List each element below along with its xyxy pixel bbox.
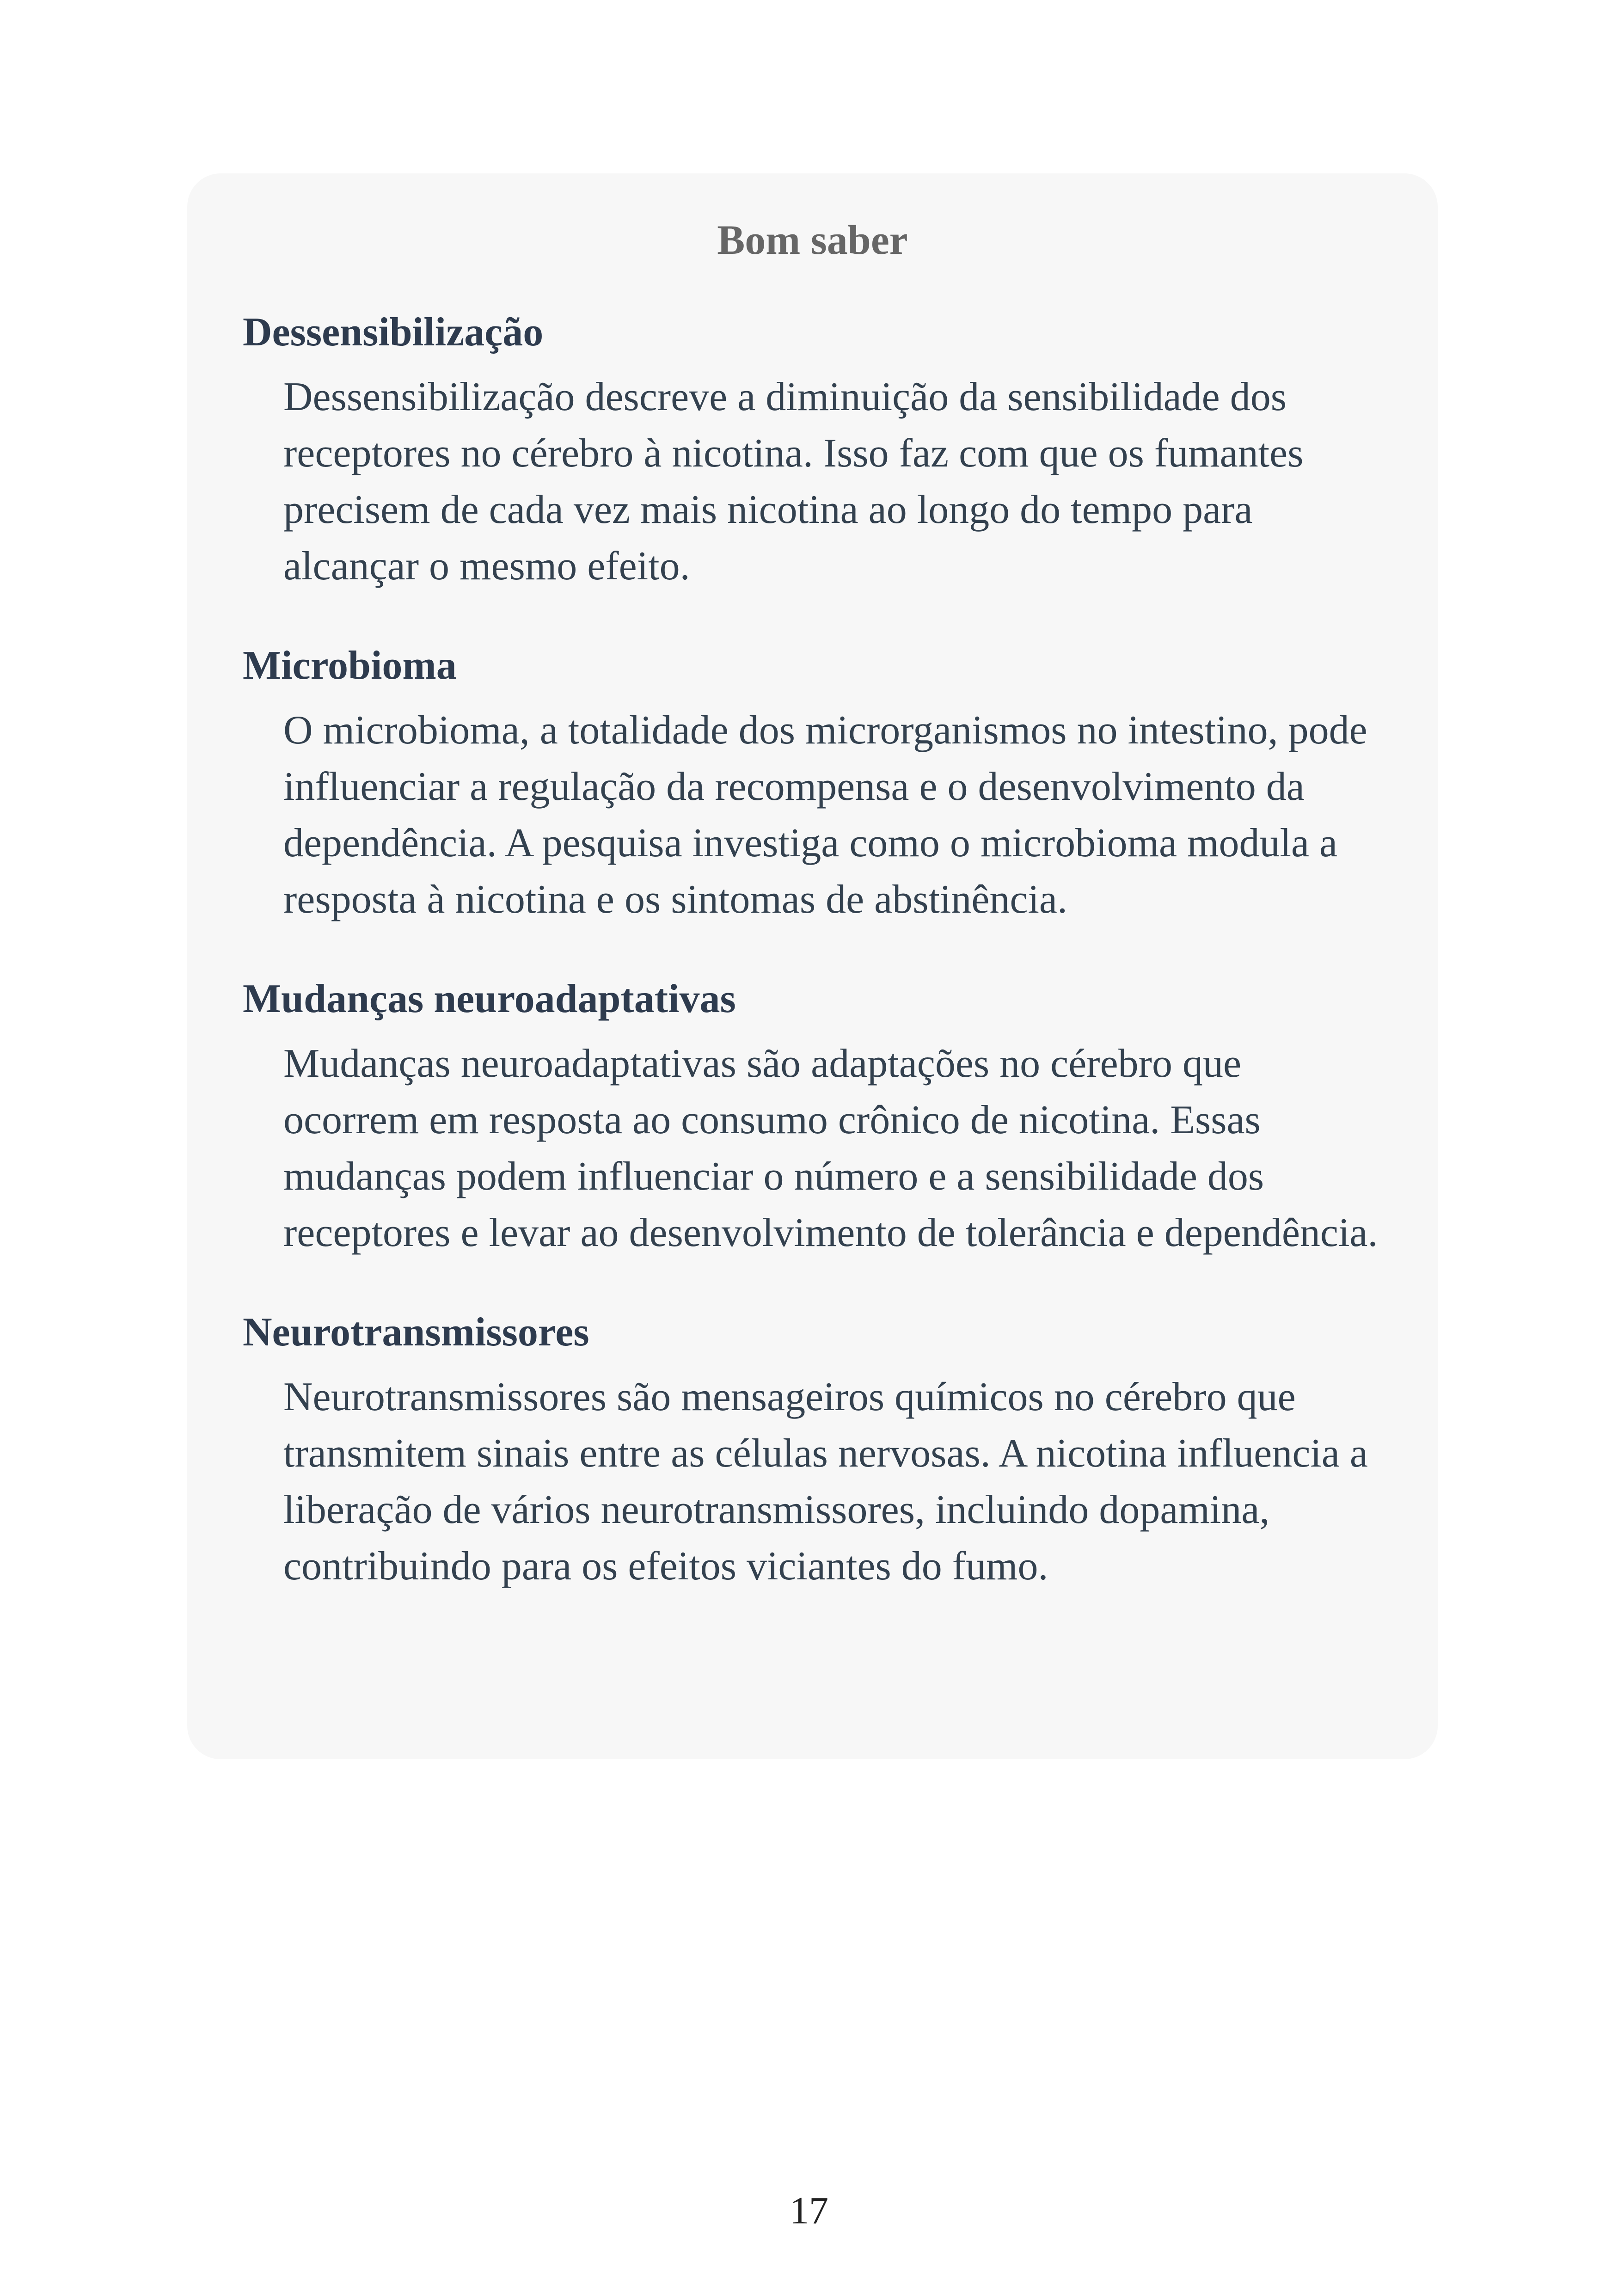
- info-box: [187, 173, 1438, 1759]
- glossary-entry-microbioma: [243, 645, 1382, 928]
- glossary-term: Microbioma: [243, 643, 457, 688]
- glossary-entry-mudancas-neuroadaptativas: [243, 976, 1382, 1261]
- glossary-definition: Neurotransmissores são mensageiros químicos no cérebro que transmitem sinais entre as células nervosas. A nicotina influencia a liberação de vários neurotransmissores, incluindo dopamina, contribuindo para os efeitos viciantes do fumo.: [283, 1375, 1368, 1589]
- glossary-term: Mudanças neuroadaptativas: [243, 976, 736, 1021]
- glossary-definition: Mudanças neuroadaptativas são adaptações no cérebro que ocorrem em resposta ao consumo crônico de nicotina. Essas mudanças podem influenciar o número e a sensibilidade dos receptores e levar ao desenvolvimento de tolerância e dependência.: [283, 1041, 1378, 1255]
- glossary-entry-neurotransmissores: [243, 1312, 1382, 1595]
- glossary-definition: Dessensibilização descreve a diminuição da sensibilidade dos receptores no cérebro à nicotina. Isso faz com que os fumantes precisem de cada vez mais nicotina ao longo do tempo para alcançar o mesmo efeito.: [283, 374, 1304, 589]
- box-title: Bom saber: [717, 217, 908, 263]
- glossary-term: Dessensibilização: [243, 310, 544, 355]
- glossary-term: Neurotransmissores: [243, 1310, 589, 1355]
- glossary-definition: O microbioma, a totalidade dos microrganismos no intestino, pode influenciar a regulação da recompensa e o desenvolvimento da dependência. A pesquisa investiga como o microbioma modula a resposta à nicotina e os sintomas de abstinência.: [283, 708, 1367, 922]
- glossary-entry-dessensibilizacao: [243, 312, 1382, 595]
- page-number: 17: [790, 2189, 828, 2232]
